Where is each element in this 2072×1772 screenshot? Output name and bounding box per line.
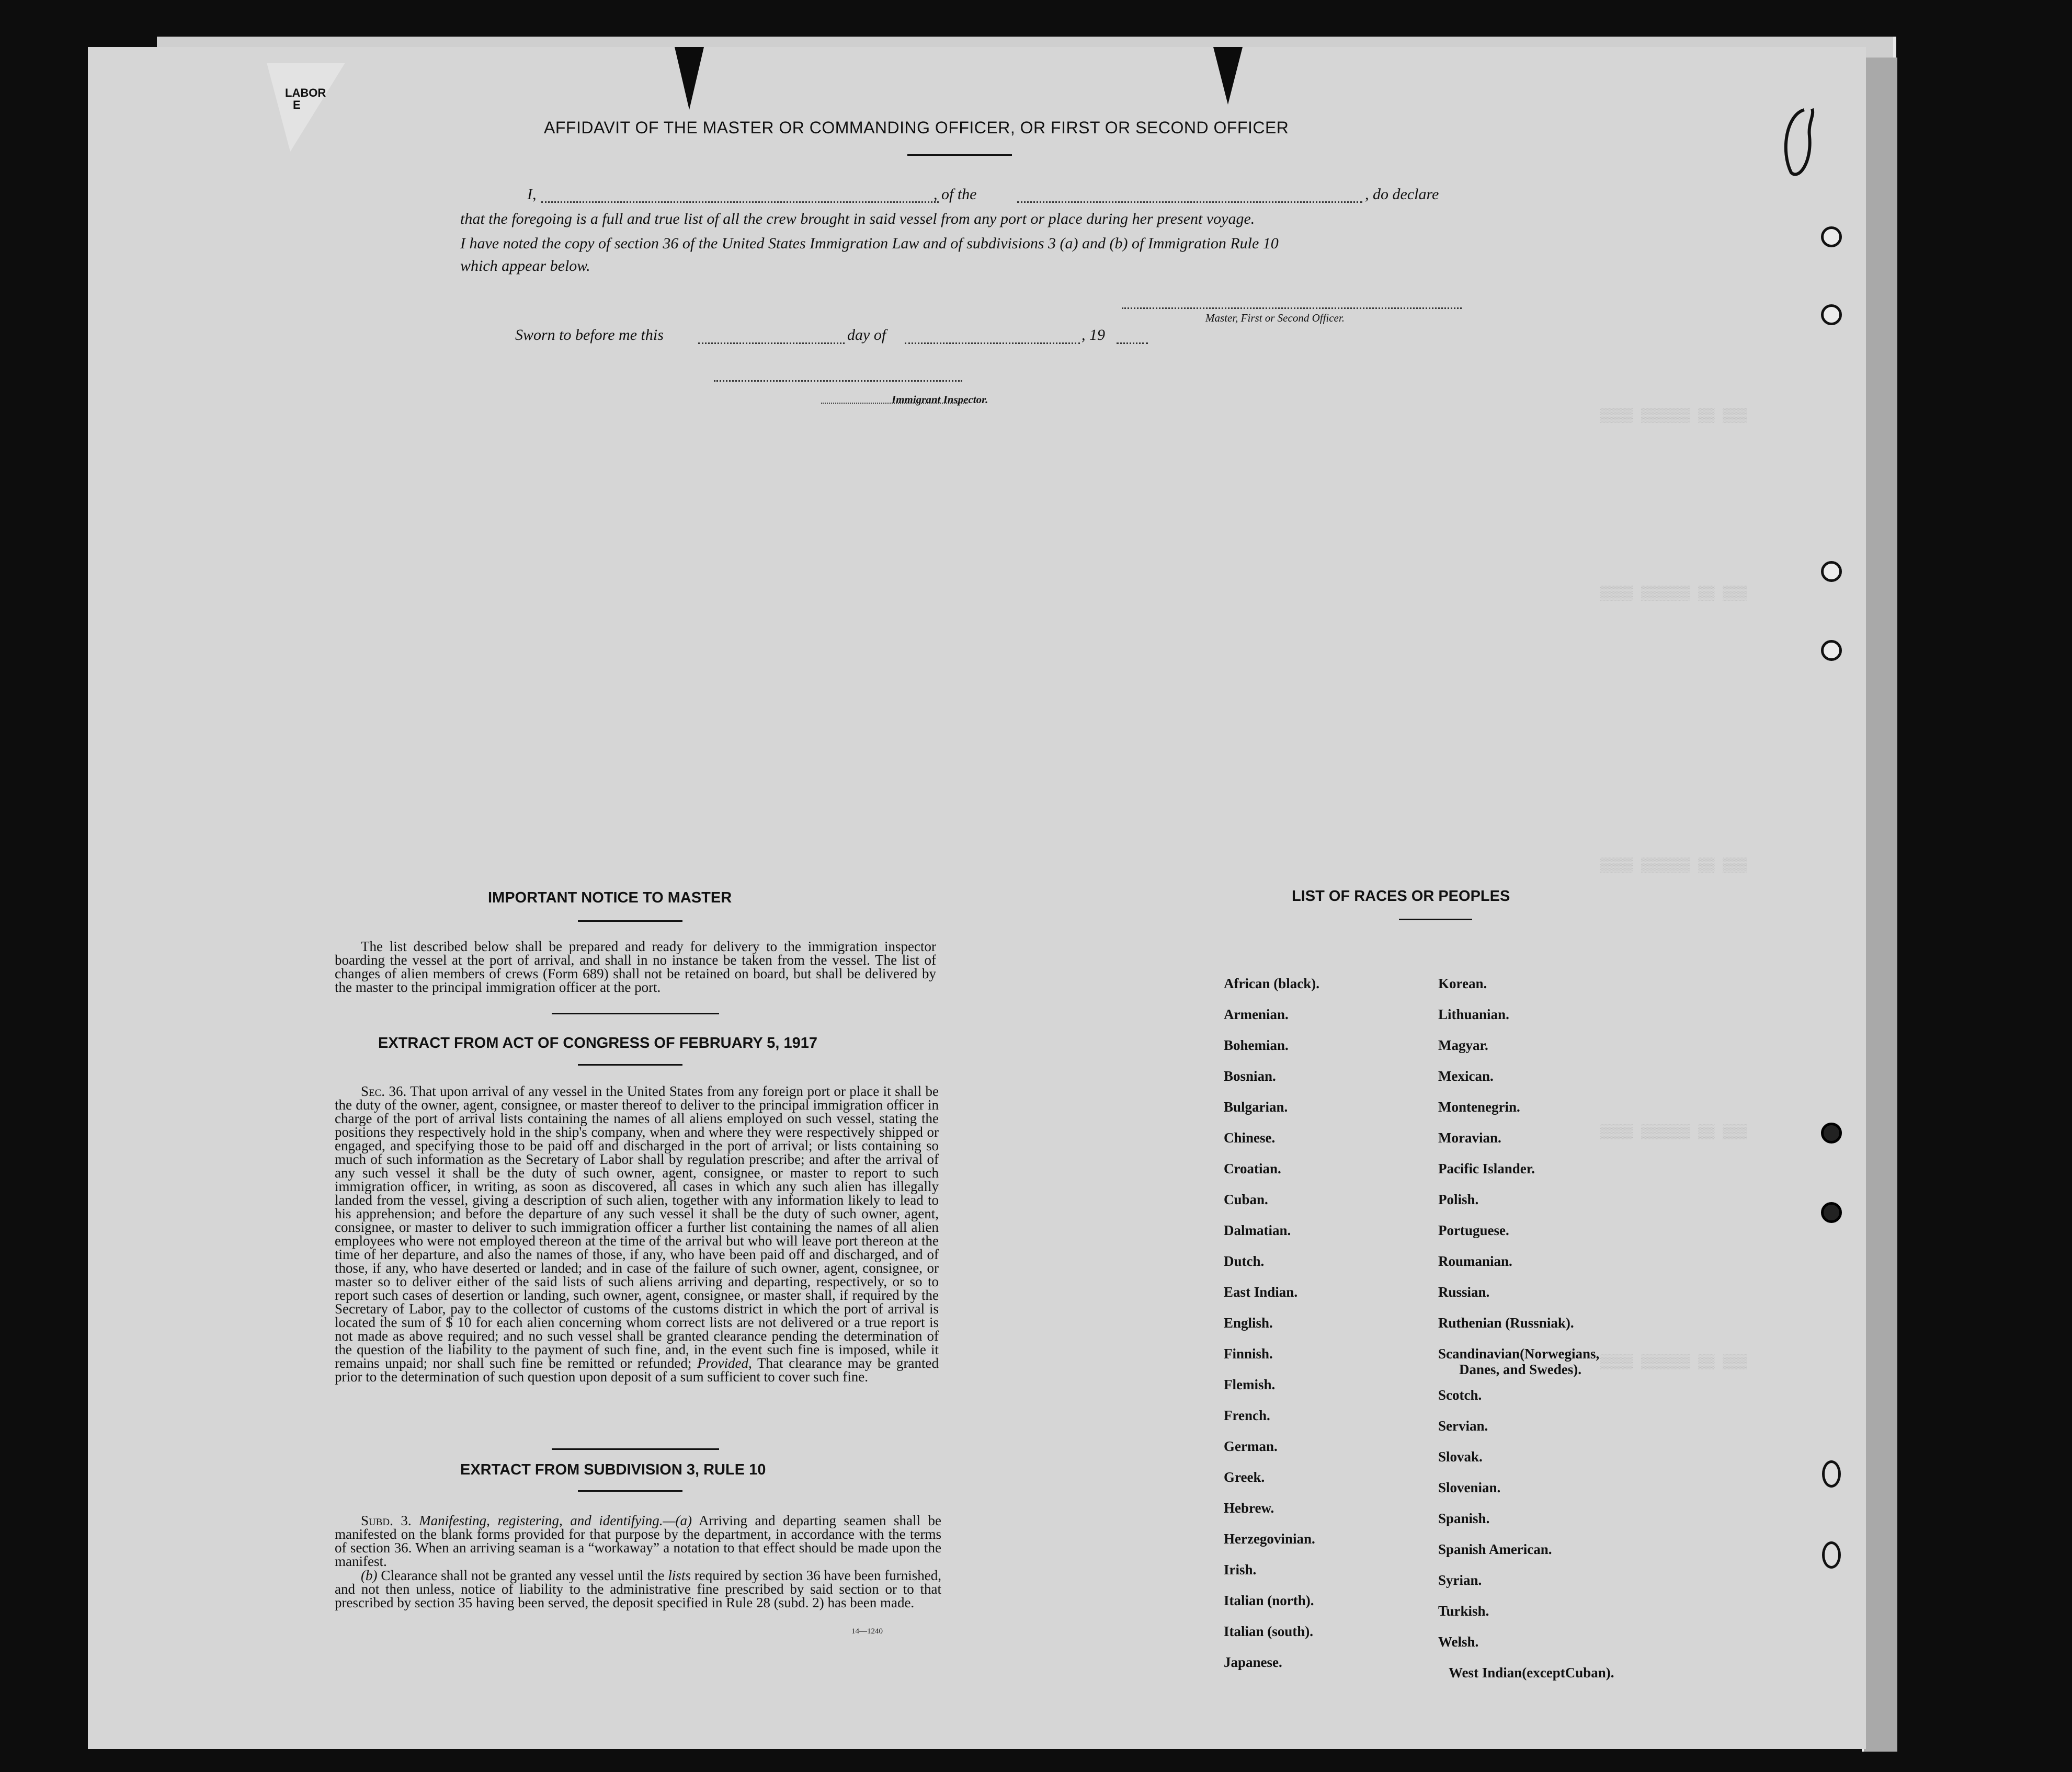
sec-36-text-end: That clearance may be granted prior to the determination of such question upon deposit of a sum sufficient to cover such fine. [335,1355,939,1385]
race-item: Spanish. [1438,1511,1490,1526]
b-label: (b) [361,1568,378,1583]
punch-hole [1822,1460,1841,1488]
affidavit-declare: , do declare [1365,186,1439,203]
race-item: Bohemian. [1224,1037,1289,1053]
race-item-continuation: Danes, and Swedes). [1459,1362,1582,1377]
race-item: Hebrew. [1224,1500,1274,1516]
corner-label-2: E [293,98,301,111]
race-item: Dalmatian. [1224,1222,1291,1238]
race-item: Italian (north). [1224,1593,1314,1608]
extract-act-title: EXTRACT FROM ACT OF CONGRESS OF FEBRUARY 5, 1917 [378,1035,818,1051]
notice-title: IMPORTANT NOTICE TO MASTER [488,889,732,906]
race-item: German. [1224,1438,1278,1454]
para-b-text-1: Clearance shall not be granted any vessel until the [381,1568,665,1583]
race-item: Roumanian. [1438,1253,1512,1269]
race-item: Japanese. [1224,1654,1282,1670]
sworn-day-of: day of [847,326,886,344]
race-item: East Indian. [1224,1284,1298,1300]
race-item: English. [1224,1315,1273,1331]
para-b-text-2: required by section 36 have been furnished, and not then unless, notice of liability to the administrative fine prescribed by said section or to that prescribed by section 35 having been served, the deposit specified in Rule 28 (subd. 2) has been made. [335,1568,941,1610]
inspector-caption: Immigrant Inspector. [892,393,988,406]
race-item: Portuguese. [1438,1222,1509,1238]
notice-divider [552,1013,719,1014]
punch-hole [1821,226,1842,247]
page-edge-strip [1862,58,1897,1752]
punch-hole [1821,640,1842,661]
sworn-day-line[interactable] [698,342,845,344]
bleed-through-text: ▒▒▒▒ ▒▒▒▒▒▒ ▒▒ ▒▒▒ [1600,408,1747,424]
top-notch [675,47,704,110]
notice-body: The list described below shall be prepared and ready for delivery to the immigration inspector boarding the vessel at the port of arrival, and shall in no instance be taken from the vessel. The list of changes of alien members of crews (Form 689) shall not be retained on board, but shall be delivered by the master to the principal immigration officer at the port. [335,939,936,995]
affidavit-sheet [88,47,1866,1749]
extract-act-body [335,1084,939,1384]
race-item: Montenegrin. [1438,1099,1520,1115]
extract-act-underline [578,1064,682,1066]
race-item: Welsh. [1438,1634,1479,1650]
race-item: Croatian. [1224,1161,1281,1176]
affidavit-line-4: which appear below. [460,257,590,275]
race-item: Servian. [1438,1418,1488,1434]
para-a-text: Arriving and departing seamen shall be manifested on the blank forms provided for that purpose by the department, in accordance with the terms of section 36. When an arriving seaman is a “workaway” a notation to that effect should be made upon the manifest. [335,1513,942,1569]
affidavit-i: I, [527,186,537,203]
sec-36-label: Sec. 36. [361,1083,407,1099]
punch-hole [1822,1541,1841,1569]
handwritten-mark [1775,105,1823,183]
para-b-lists: lists [668,1568,691,1583]
bleed-through-text: ▒▒▒▒ ▒▒▒▒▒▒ ▒▒ ▒▒▒ [1600,1354,1747,1370]
race-item: Greek. [1224,1469,1265,1485]
race-item: Bosnian. [1224,1068,1276,1084]
bleed-through-text: ▒▒▒▒ ▒▒▒▒▒▒ ▒▒ ▒▒▒ [1600,858,1747,873]
extract-rule-para-b [335,1569,941,1609]
race-item: Dutch. [1224,1253,1265,1269]
race-item: Flemish. [1224,1377,1276,1392]
provided-word: Provided, [697,1355,752,1371]
extract-rule-underline [578,1490,682,1492]
race-item: French. [1224,1408,1270,1423]
punch-hole [1821,304,1842,325]
bleed-through-text: ▒▒▒▒ ▒▒▒▒▒▒ ▒▒ ▒▒▒ [1600,586,1747,601]
bleed-through-text: ▒▒▒▒ ▒▒▒▒▒▒ ▒▒ ▒▒▒ [1600,1124,1747,1140]
sworn-year: , 19 [1081,326,1105,344]
extract-rule-title: EXRTACT FROM SUBDIVISION 3, RULE 10 [460,1461,766,1478]
race-item: Slovak. [1438,1449,1483,1465]
sworn-prefix: Sworn to before me this [515,326,664,344]
corner-label: LABOR [285,86,326,99]
race-item: Scandinavian(Norwegians, [1438,1346,1600,1362]
sworn-month-line[interactable] [905,342,1080,344]
race-item: Finnish. [1224,1346,1273,1362]
race-item: Herzegovinian. [1224,1531,1315,1547]
race-item: Moravian. [1438,1130,1501,1146]
sworn-year-line[interactable] [1117,342,1148,344]
race-item: Armenian. [1224,1007,1289,1022]
race-item: Bulgarian. [1224,1099,1288,1115]
race-item: Polish. [1438,1192,1479,1207]
race-item: Syrian. [1438,1572,1482,1588]
race-item: Mexican. [1438,1068,1494,1084]
form-number: 14—1240 [851,1627,883,1636]
race-item: West Indian(exceptCuban). [1449,1665,1614,1680]
affidavit-title: AFFIDAVIT OF THE MASTER OR COMMANDING OFFICER, OR FIRST OR SECOND OFFICER [544,118,1289,137]
signature-caption: Master, First or Second Officer. [1205,312,1345,324]
punch-hole [1821,1123,1842,1144]
race-item: Cuban. [1224,1192,1268,1207]
race-item: Irish. [1224,1562,1257,1577]
notice-underline [578,920,682,922]
name-field-line[interactable] [541,201,939,203]
race-item: Magyar. [1438,1037,1488,1053]
race-item: Ruthenian (Russniak). [1438,1315,1574,1331]
signature-field-line[interactable] [1122,307,1462,309]
race-item: Chinese. [1224,1130,1276,1146]
race-item: Scotch. [1438,1387,1482,1403]
races-title: LIST OF RACES OR PEOPLES [1292,888,1510,905]
race-item: Lithuanian. [1438,1007,1509,1022]
races-underline [1399,919,1472,920]
race-item: Slovenian. [1438,1480,1501,1495]
race-item: Italian (south). [1224,1624,1314,1639]
affidavit-line-2: that the foregoing is a full and true list of all the crew brought in said vessel from any port or place during her present voyage. [460,210,1255,227]
extract-act-divider [552,1448,719,1450]
subd-label: Subd. 3. [361,1513,412,1528]
subd-heading: Manifesting, registering, and identifying.—(a) [419,1513,692,1528]
top-notch [1213,47,1243,105]
sec-36-text: That upon arrival of any vessel in the United States from any foreign port or place it shall be the duty of the owner, agent, consignee, or master thereof to deliver to the principal immigration officer in charge of the port of arrival lists containing the names of all aliens employed on such vessel, stating the positions they respectively hold in the ship's company, when and where they were respectively shipped or engaged, and specifying those to be paid off and discharged in the port of arrival; or lists containing so much of such information as the Secretary of Labor shall by regulation prescribe; and after the arrival of any such vessel it shall be the duty of such owner, agent, consignee, or master to report to such immigration officer, in writing, as soon as discovered, all cases in which any such alien has illegally landed from the vessel, giving a description of such alien, together with any information likely to lead to his apprehension; and before the departure of any such vessel it shall be the duty of such owner, agent, consignee, or master to deliver to such immigration officer a further list containing the names of all alien employees who were not employed thereon at the time of the arrival but who will leave port thereon at the time of her departure, and also the names of those, if any, who have been paid off and discharged, and of those, if any, who have deserted or landed; and in case of the failure of such owner, agent, consignee, or master so to deliver either of the said lists of such aliens arriving and departing, respectively, or so to report such cases of desertion or landing, such owner, agent, consignee, or master shall, if required by the Secretary of Labor, pay to the collector of customs of the customs district in which the port of arrival is located the sum of $ 10 for each alien concerning whom correct lists are not delivered or a true report is not made as above required; and no such vessel shall be granted clearance pending the determination of the question of the liability to the payment of such fine, and, in the event such fine is imposed, while it remains unpaid; nor shall such fine be remitted or refunded; [335,1083,939,1371]
race-item: Pacific Islander. [1438,1161,1535,1176]
race-item: Turkish. [1438,1603,1489,1619]
affidavit-of-the: , of the [933,186,977,203]
title-underline [907,154,1012,156]
punch-hole [1821,1202,1842,1223]
race-item: Spanish American. [1438,1541,1552,1557]
inspector-field-line[interactable] [714,380,962,382]
extract-rule-para-a [335,1514,941,1568]
race-item: Russian. [1438,1284,1490,1300]
vessel-field-line[interactable] [1017,201,1362,203]
race-item: African (black). [1224,976,1319,991]
affidavit-line-3: I have noted the copy of section 36 of the United States Immigration Law and of subdivisions 3 (a) and (b) of Immigration Rule 10 [460,235,1279,252]
race-item: Korean. [1438,976,1487,991]
punch-hole [1821,561,1842,582]
